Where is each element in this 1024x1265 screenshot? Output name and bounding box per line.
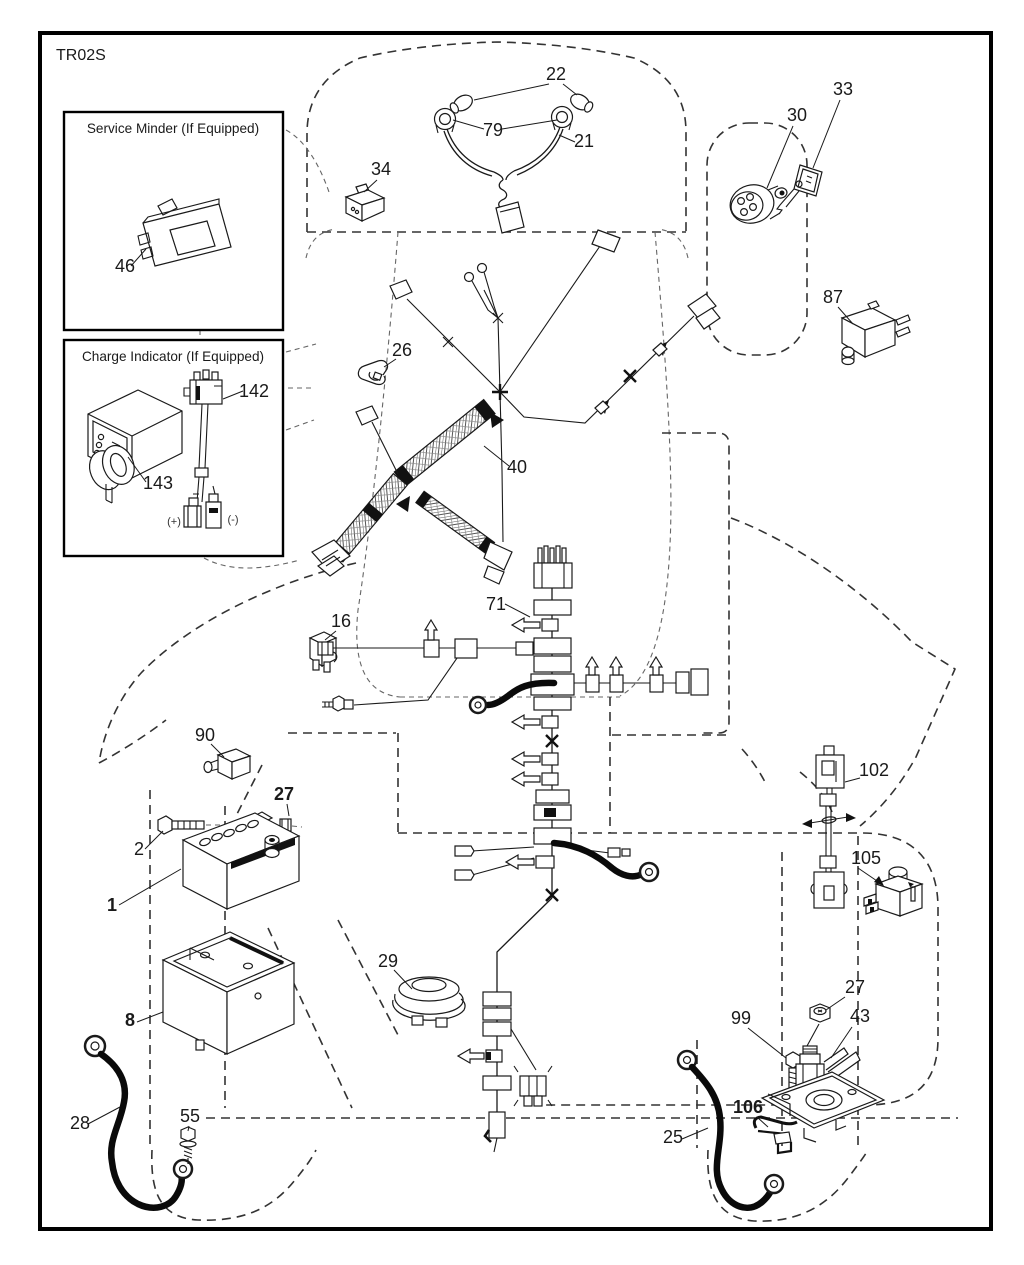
diagram-title: TR02S: [56, 47, 106, 64]
part-label-40: 40: [506, 457, 528, 477]
ring-terminal: [640, 863, 658, 881]
part-label-29: 29: [377, 951, 399, 971]
charge-indicator-title: Charge Indicator (If Equipped): [81, 349, 265, 364]
battery-box-8: [163, 932, 294, 1054]
solenoid-105: [864, 867, 922, 916]
part-label-21: 21: [573, 131, 595, 151]
part-label-16: 16: [330, 611, 352, 631]
clamp-symbol: [802, 813, 856, 828]
arrow-marker: [490, 412, 504, 428]
ring-terminal: [174, 1160, 192, 1178]
wire-102: [802, 746, 856, 908]
left-arrow-connector: [506, 855, 554, 869]
clip-26: [358, 361, 387, 385]
part-label-105: 105: [850, 848, 882, 868]
service-minder-inset: [64, 112, 283, 330]
seat-outline: [398, 833, 938, 1105]
part-label-30: 30: [786, 105, 808, 125]
headlight-harness: [435, 91, 596, 233]
bolt-55: [180, 1127, 196, 1164]
dash-panel-outline: [707, 123, 807, 355]
ignition-switch: [726, 180, 788, 228]
part-label-43: 43: [849, 1006, 871, 1026]
hood-corner-right: [658, 229, 688, 258]
part-label-26: 26: [391, 340, 413, 360]
horn-29: [393, 977, 465, 1027]
braided-tube-upper: [394, 400, 495, 486]
headlight-socket-left: [435, 109, 456, 134]
lower-sub-harness: [458, 992, 552, 1152]
arrow-marker: [396, 496, 410, 512]
part-label-102: 102: [858, 760, 890, 780]
eyelet-terminal: [465, 273, 474, 282]
positive-terminal-label: (+): [167, 516, 181, 528]
nut-27: [807, 1004, 830, 1046]
four-prong-connector: [514, 1066, 552, 1106]
part-label-71: 71: [485, 594, 507, 614]
flag-terminal: [455, 846, 474, 856]
left-footrest-arc: [152, 1150, 316, 1220]
up-arrow-connector: [425, 620, 437, 640]
up-arrow-connector: [650, 657, 662, 675]
hood-corner-left: [306, 229, 336, 258]
part-label-1: 1: [106, 895, 118, 915]
part-label-2: 2: [133, 839, 145, 859]
center-harness-71: [318, 546, 708, 1152]
end-connector: [489, 1112, 505, 1138]
console-right: [620, 232, 671, 696]
stub-connector: [356, 406, 378, 425]
clip-106: [754, 1117, 797, 1153]
flag-terminal: [455, 870, 474, 880]
headlight-socket-right: [552, 107, 573, 131]
relay-87: [842, 301, 910, 365]
part-label-22: 22: [545, 64, 567, 84]
module-90: [204, 749, 250, 779]
service-minder-title: Service Minder (If Equipped): [86, 121, 260, 136]
wire-connector: [390, 280, 412, 299]
battery-cable-25: [678, 1051, 783, 1208]
part-label-79: 79: [482, 120, 504, 140]
part-label-25: 25: [662, 1127, 684, 1147]
main-harness-40: [312, 230, 720, 584]
starter-solenoid-43: [762, 1046, 884, 1142]
left-arrow-connector: [512, 772, 558, 786]
charge-indicator-inset: [64, 340, 283, 556]
part-label-99: 99: [730, 1008, 752, 1028]
headlight-wires: [444, 127, 563, 176]
part-label-27: 27: [273, 784, 295, 804]
flag-connector: [592, 230, 620, 252]
left-arrow-connector: [458, 1049, 502, 1063]
ring-terminal: [470, 697, 486, 713]
up-arrow-connector: [610, 657, 622, 675]
part-label-34: 34: [370, 159, 392, 179]
ring-terminal: [765, 1175, 783, 1193]
headlight-bulb-right: [568, 91, 595, 115]
switch-34: [346, 184, 384, 221]
part-label-55: 55: [179, 1106, 201, 1126]
bullet-terminal: [608, 848, 620, 857]
part-label-46: 46: [114, 256, 136, 276]
battery-positive-cable: [554, 843, 640, 876]
part-label-87: 87: [822, 287, 844, 307]
multi-pin-connector: [534, 546, 572, 588]
part-label-142: 142: [238, 381, 270, 401]
part-label-106: 106: [732, 1097, 764, 1117]
left-arrow-connector: [512, 715, 558, 729]
braided-tube-branch: [416, 491, 495, 553]
left-arrow-connector: [512, 618, 558, 632]
part-label-8: 8: [124, 1010, 136, 1030]
battery-cable-28: [85, 1036, 192, 1208]
eyelet-terminal: [478, 264, 487, 273]
right-branch: [574, 657, 708, 695]
negative-terminal-label: (-): [227, 514, 239, 526]
up-arrow-connector: [586, 657, 598, 675]
part-label-143: 143: [142, 473, 174, 493]
part-label-90: 90: [194, 725, 216, 745]
part-label-33: 33: [832, 79, 854, 99]
part-label-27: 27: [844, 977, 866, 997]
left-arrow-connector: [512, 752, 558, 766]
right-footrest-arc: [708, 1150, 868, 1221]
frame-links: [288, 697, 727, 833]
part-label-28: 28: [69, 1113, 91, 1133]
